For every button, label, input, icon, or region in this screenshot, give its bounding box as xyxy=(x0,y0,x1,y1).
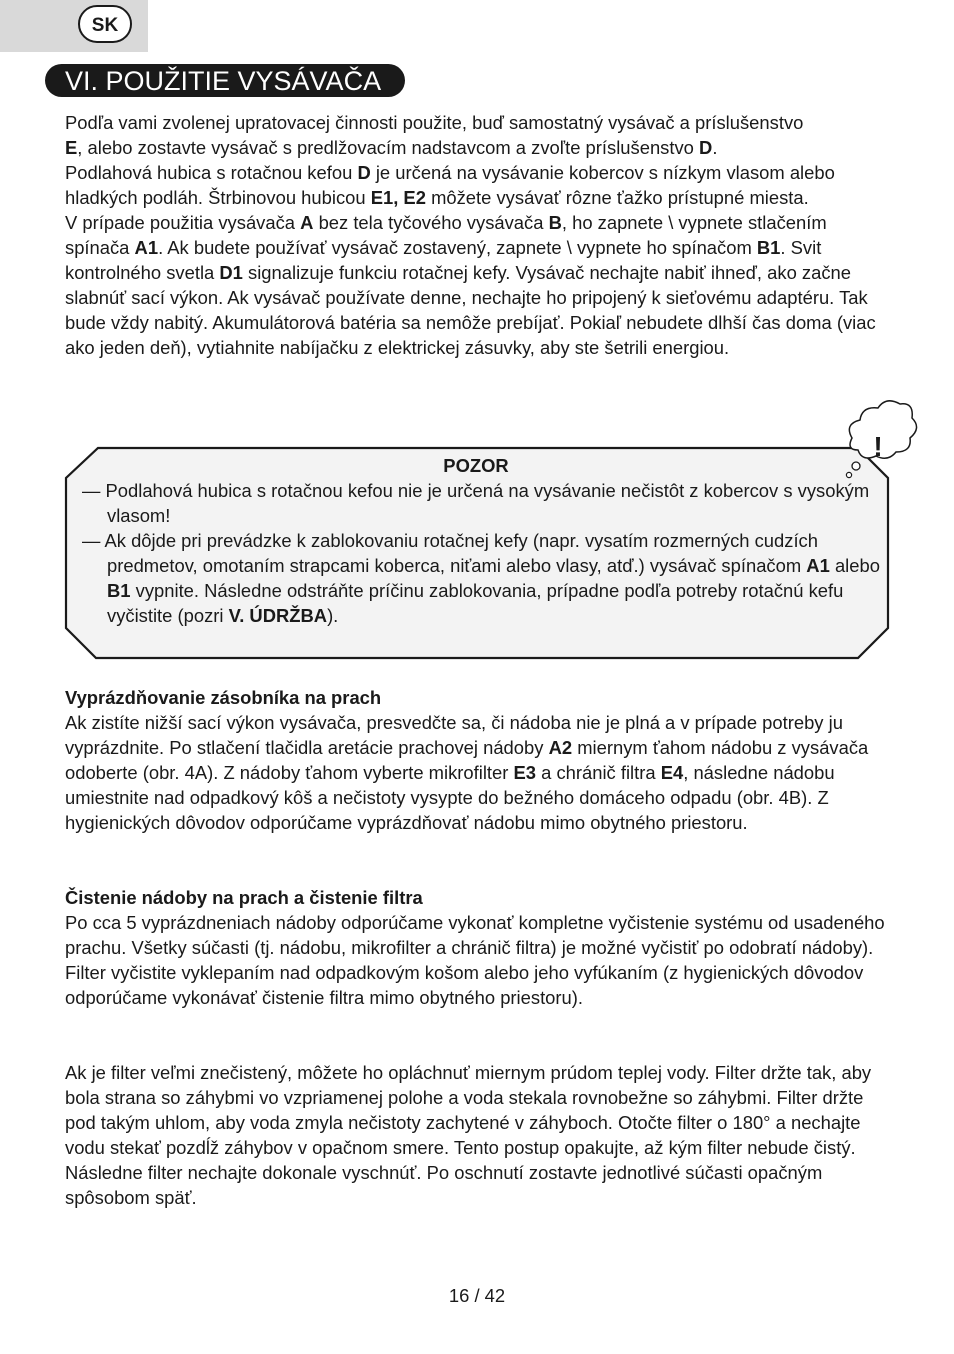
intro-p3: V prípade použitia vysávača A bez tela tyčového vysávača B, ho zapnete \ vypnete stlačením spínača A1. Ak budete používať vysávač zostavený, zapnete \ vypnete ho spínačom B1. Svit kontrolného svetla D1 signalizuje funkciu rotačnej kefy. Vysávač nechajte nabiť ihneď, ako začne slabnúť sací výkon. Ak vysávač používate denne, nechajte ho pripojený k sieťovému adaptéru. Tak bude vždy nabitý. Akumulátorová batéria sa nemôže prebíjať. Pokiaľ nebudete dlhší čas doma (viac ako jeden deň), vytiahnite nabíjačku z elektrickej zásuvky, aby ste šetrili energiou. xyxy=(65,212,876,358)
page-number: 16 / 42 xyxy=(448,1285,506,1306)
cleaning-text: Po cca 5 vyprázdneniach nádoby odporúčame vykonať kompletne vyčistenie systému od usadeného prachu. Všetky súčasti (tj. nádobu, mikrofilter a chránič filtra) je možné vyčistiť po odobratí nádoby). Filter vyčistite vyklepaním nad odpadkovým košom alebo jeho vyfúkaním (z hygienických dôvodov odporúčame vykonávať čistenie filtra mimo obytného priestoru). xyxy=(65,912,885,1008)
cleaning-heading: Čistenie nádoby na prach a čistenie filtra xyxy=(65,887,423,908)
emptying-section xyxy=(65,685,895,835)
intro-p2: Podlahová hubica s rotačnou kefou D je určená na vysávanie kobercov s nízkym vlasom alebo hladkých podláh. Štrbinovou hubicou E1, E2 môžete vysávať rôzne ťažko prístupné miesta. xyxy=(65,162,835,208)
emptying-text: Ak zistíte nižší sací výkon vysávača, presvedčte sa, či nádoba nie je plná a v prípade potreby ju vyprázdnite. Po stlačení tlačidla aretácie prachovej nádoby A2 miernym ťahom nádobu z vysávača odoberte (obr. 4A). Z nádoby ťahom vyberte mikrofilter E3 a chránič filtra E4, následne nádobu umiestnite nad odpadkový kôš a nečistoty vysypte do bežného domáceho odpadu (obr. 4B). Z hygienických dôvodov odporúčame vyprázdňovať nádobu mimo obytného priestoru. xyxy=(65,712,869,833)
language-badge: SK xyxy=(78,5,132,43)
warning-item: — Podlahová hubica s rotačnou kefou nie je určená na vysávanie nečistôt z kobercov s vysokým vlasom! xyxy=(82,480,870,526)
cleaning-text-2: Ak je filter veľmi znečistený, môžete ho opláchnuť miernym prúdom teplej vody. Filter držte tak, aby bola strana so záhybmi vo vzpriamenej polohe a voda stekala rovnobežne so záhybmi. Filter držte pod takým uhlom, aby voda zmyla nečistoty zachytené v záhyboch. Otočte filter o 180° a nechajte vodu stekať pozdĺž záhybov v opačnom smere. Tento postup opakujte, až kým filter nebude čistý. Následne filter nechajte dokonale vyschnúť. Po oschnutí zostavte jednotlivé súčasti opačným spôsobom späť. xyxy=(65,1062,872,1208)
warning-title: POZOR xyxy=(443,455,509,476)
svg-text:!: ! xyxy=(873,431,883,462)
intro-p1: Podľa vami zvolenej upratovacej činnosti použite, buď samostatný vysávač a príslušenstvo E, alebo zostavte vysávač s predlžovacím nadstavcom a zvoľte príslušenstvo D. xyxy=(65,112,804,158)
section-title: VI. POUŽITIE VYSÁVAČA xyxy=(45,64,405,97)
emptying-heading: Vyprázdňovanie zásobníka na prach xyxy=(65,687,382,708)
warning-item: — Ak dôjde pri prevádzke k zablokovaniu rotačnej kefy (napr. vysatím rozmerných cudzích predmetov, omotaním strapcami koberca, niťami alebo vlasy, atď.) vysávač spínačom A1 alebo B1 vypnite. Následne odstráňte príčinu zablokovania, prípadne podľa potreby rotačnú kefu vyčistite (pozri V. ÚDRŽBA). xyxy=(82,530,880,626)
cleaning-section xyxy=(65,885,895,1010)
